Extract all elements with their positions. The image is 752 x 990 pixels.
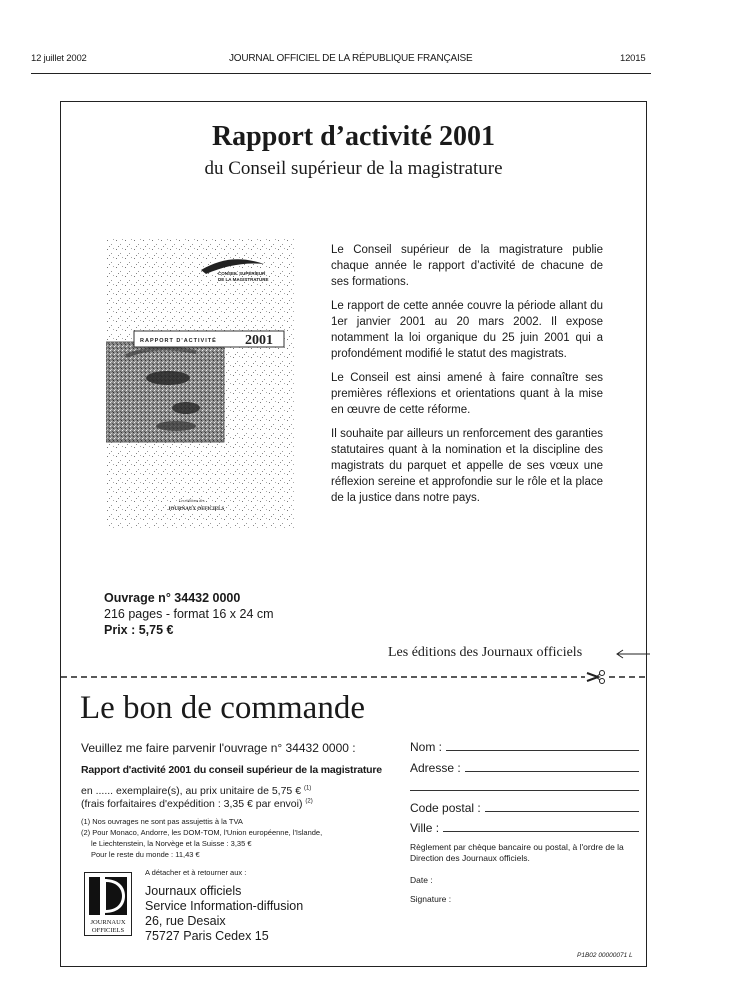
description-paragraph: Le Conseil est ainsi amené à faire connaître ses premières réflexions et orientations quant à la mise en œuvre de cette réforme. bbox=[331, 372, 603, 416]
address-line: Journaux officiels bbox=[145, 884, 242, 898]
logo-text-line1: JOURNAUX bbox=[90, 919, 126, 926]
adresse-label: Adresse : bbox=[410, 761, 461, 775]
product-info bbox=[104, 590, 274, 638]
quantity-footnote-ref: (1) bbox=[303, 785, 312, 792]
address-line: Service Information-diffusion bbox=[145, 899, 304, 913]
form-code: P1B02 00000071 L bbox=[577, 952, 633, 959]
order-form-title: Le bon de commande bbox=[80, 690, 365, 726]
shipping-text: (frais forfaitaires d'expédition : 3,35 € par envoi) bbox=[81, 798, 303, 810]
ville-input-line[interactable] bbox=[443, 831, 639, 832]
description-paragraph: Le Conseil supérieur de la magistrature publie chaque année le rapport d’activité de chacune de ses formations. bbox=[331, 244, 603, 288]
header-page-number: 12015 bbox=[620, 53, 646, 64]
shipping-footnote-ref: (2) bbox=[305, 798, 313, 805]
announcement-description bbox=[331, 242, 603, 514]
adresse-input-line[interactable] bbox=[465, 771, 639, 772]
product-specs: 216 pages - format 16 x 24 cm bbox=[104, 607, 274, 621]
cover-footer-small: Les éditions des bbox=[179, 498, 205, 503]
signature-label: Signature : bbox=[410, 894, 452, 904]
cover-banner-year: 2001 bbox=[245, 333, 273, 348]
address-line: 26, rue Desaix bbox=[145, 914, 226, 928]
footnote: (1) Nos ouvrages ne sont pas assujettis à la TVA bbox=[81, 817, 243, 826]
order-quantity-line bbox=[81, 785, 311, 797]
header-date: 12 juillet 2002 bbox=[31, 53, 87, 64]
book-cover-image bbox=[106, 238, 296, 528]
header-journal-title: JOURNAL OFFICIEL DE LA RÉPUBLIQUE FRANÇAISE bbox=[229, 53, 473, 64]
journaux-officiels-logo bbox=[84, 872, 132, 936]
scissors-icon bbox=[586, 669, 608, 685]
order-footnotes bbox=[81, 816, 322, 860]
nom-label: Nom : bbox=[410, 740, 443, 754]
return-label: A détacher et à retourner aux : bbox=[145, 868, 247, 877]
jo-logo-icon bbox=[84, 872, 132, 936]
description-paragraph: Le rapport de cette année couvre la période allant du 1er janvier 2001 au 20 mars 2002. Il expose notamment la loi organique du 25 juin 2001 qui a profondément modifié le statut des magistrats. bbox=[331, 300, 603, 360]
footnote: le Liechtenstein, la Norvège et la Suisse : 3,35 € bbox=[91, 839, 252, 848]
quantity-text: en ...... exemplaire(s), au prix unitaire de 5,75 € bbox=[81, 785, 302, 797]
code-postal-field[interactable] bbox=[410, 801, 639, 815]
cover-mark-line1: CONSEIL SUPÉRIEUR bbox=[218, 271, 266, 276]
publisher-line: Les éditions des Journaux officiels bbox=[388, 645, 583, 660]
cover-banner-text: RAPPORT D'ACTIVITÉ bbox=[140, 338, 217, 344]
description-paragraph: Il souhaite par ailleurs un renforcement des garanties statutaires quant à la nomination et la discipline des magistrats du parquet et appelle de ses vœux une réflexion sereine et approfondie sur le rôle et la place de la justice dans notre pays. bbox=[331, 428, 603, 504]
footnote: Pour le reste du monde : 11,43 € bbox=[91, 850, 200, 859]
book-cover-illustration bbox=[106, 238, 296, 528]
footnote: (2) Pour Monaco, Andorre, les DOM-TOM, l'Union européenne, l'Islande, bbox=[81, 828, 323, 837]
cover-mark-line2: DE LA MAGISTRATURE bbox=[218, 277, 269, 282]
return-address bbox=[145, 884, 303, 944]
order-shipping-line bbox=[81, 798, 313, 810]
cover-footer-brand: JOURNAUX OFFICIELS bbox=[168, 507, 225, 512]
code-postal-input-line[interactable] bbox=[485, 811, 639, 812]
ville-field[interactable] bbox=[410, 821, 639, 835]
arrow-left-icon bbox=[614, 648, 650, 660]
adresse-field[interactable] bbox=[410, 761, 639, 775]
product-reference: Ouvrage n° 34432 0000 bbox=[104, 591, 241, 605]
nom-field[interactable] bbox=[410, 740, 639, 754]
cut-line bbox=[61, 670, 647, 684]
header-rule bbox=[31, 73, 651, 74]
payment-note: Règlement par chèque bancaire ou postal, à l'ordre de la Direction des Journaux officiels. bbox=[410, 842, 624, 863]
product-price: Prix : 5,75 € bbox=[104, 623, 174, 637]
ville-label: Ville : bbox=[410, 821, 440, 835]
code-postal-label: Code postal : bbox=[410, 801, 481, 815]
logo-text-line2: OFFICIELS bbox=[91, 927, 125, 934]
order-request: Veuillez me faire parvenir l'ouvrage n° 34432 0000 : bbox=[81, 741, 356, 755]
order-book-title: Rapport d'activité 2001 du conseil supérieur de la magistrature bbox=[81, 764, 382, 776]
announcement-title: Rapport d’activité 2001 bbox=[211, 121, 496, 152]
adresse-continuation-line[interactable] bbox=[410, 790, 639, 791]
date-label: Date : bbox=[410, 875, 433, 885]
announcement-subtitle: du Conseil supérieur de la magistrature bbox=[204, 158, 503, 179]
nom-input-line[interactable] bbox=[446, 750, 639, 751]
address-line: 75727 Paris Cedex 15 bbox=[145, 929, 269, 943]
